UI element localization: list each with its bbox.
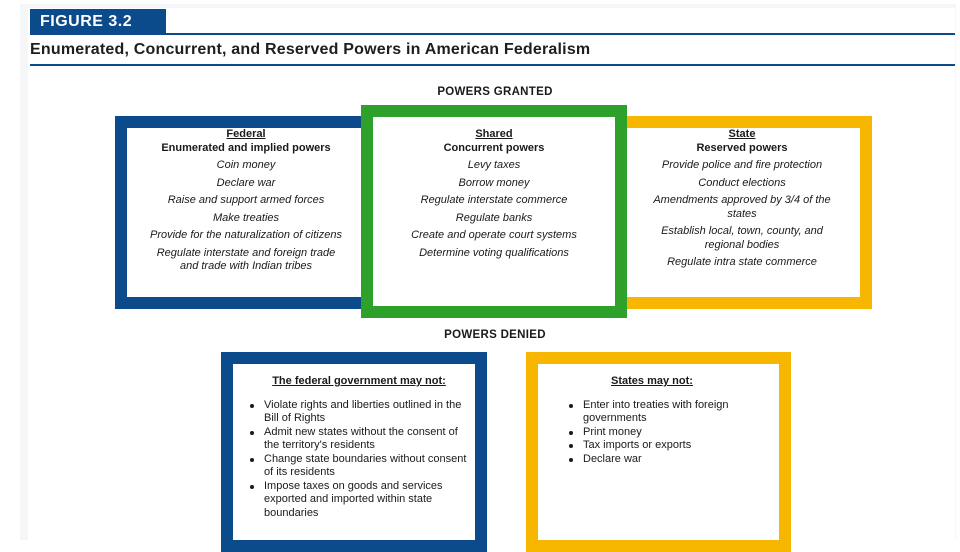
shared-item: Regulate interstate commerce xyxy=(420,194,568,206)
federal-denied-heading: The federal government may not: xyxy=(272,375,446,387)
shared-item: Create and operate court systems xyxy=(411,229,577,241)
bullet-icon xyxy=(250,431,254,435)
state-item: Amendments approved by 3/4 of the states xyxy=(653,194,831,220)
federal-denied-item: Violate rights and liberties outlined in the Bill of Rights xyxy=(248,399,470,426)
shared-heading: Shared xyxy=(475,128,513,140)
shared-subheading: Concurrent powers xyxy=(443,141,545,154)
bullet-icon xyxy=(250,404,254,408)
federal-item: Raise and support armed forces xyxy=(167,194,325,206)
bullet-icon xyxy=(569,444,573,448)
federal-denied-item: Change state boundaries without consent of its residents xyxy=(248,453,470,480)
state-denied-item: Print money xyxy=(567,426,767,440)
federal-item: Make treaties xyxy=(212,211,280,224)
bullet-icon xyxy=(569,458,573,462)
bullet-icon xyxy=(569,431,573,435)
powers-granted-heading: POWERS GRANTED xyxy=(437,86,553,98)
state-denied-heading: States may not: xyxy=(611,375,693,387)
federal-item: Provide for the naturalization of citizens xyxy=(150,229,342,241)
shared-granted-column xyxy=(385,128,603,264)
state-heading: State xyxy=(728,128,756,140)
federal-item: Declare war xyxy=(216,176,276,189)
state-subheading: Reserved powers xyxy=(696,141,788,154)
federal-item: Regulate interstate and foreign trade and trade with Indian tribes xyxy=(156,246,336,272)
federal-subheading: Enumerated and implied powers xyxy=(161,141,331,154)
state-denied-item: Declare war xyxy=(567,453,767,467)
figure-tag: FIGURE 3.2 xyxy=(30,9,166,34)
shared-item: Determine voting qualifications xyxy=(419,246,569,259)
federal-granted-column xyxy=(130,128,362,278)
state-item: Establish local, town, county, and regional bodies xyxy=(661,225,823,251)
state-denied-list xyxy=(567,375,767,466)
shared-item: Levy taxes xyxy=(467,159,521,171)
state-item: Provide police and fire protection xyxy=(661,159,823,171)
state-denied-item: Enter into treaties with foreign governments xyxy=(567,399,767,426)
bullet-icon xyxy=(250,458,254,462)
state-item: Regulate intra state commerce xyxy=(667,256,817,268)
state-granted-column xyxy=(637,128,847,274)
figure-title: Enumerated, Concurrent, and Reserved Powers in American Federalism xyxy=(30,41,591,58)
federal-denied-list xyxy=(248,375,470,520)
state-denied-item: Tax imports or exports xyxy=(567,439,767,453)
bullet-icon xyxy=(250,485,254,489)
state-item: Conduct elections xyxy=(698,176,786,189)
powers-denied-heading: POWERS DENIED xyxy=(444,329,546,341)
title-rule xyxy=(30,64,955,66)
top-rule xyxy=(30,33,955,35)
federal-heading: Federal xyxy=(226,128,266,140)
bullet-icon xyxy=(569,404,573,408)
shared-item: Borrow money xyxy=(458,176,530,189)
shared-item: Regulate banks xyxy=(455,211,533,224)
federal-item: Coin money xyxy=(216,159,276,171)
federal-denied-item: Impose taxes on goods and services exported and imported within state boundaries xyxy=(248,480,470,521)
federal-denied-item: Admit new states without the consent of the territory's residents xyxy=(248,426,470,453)
